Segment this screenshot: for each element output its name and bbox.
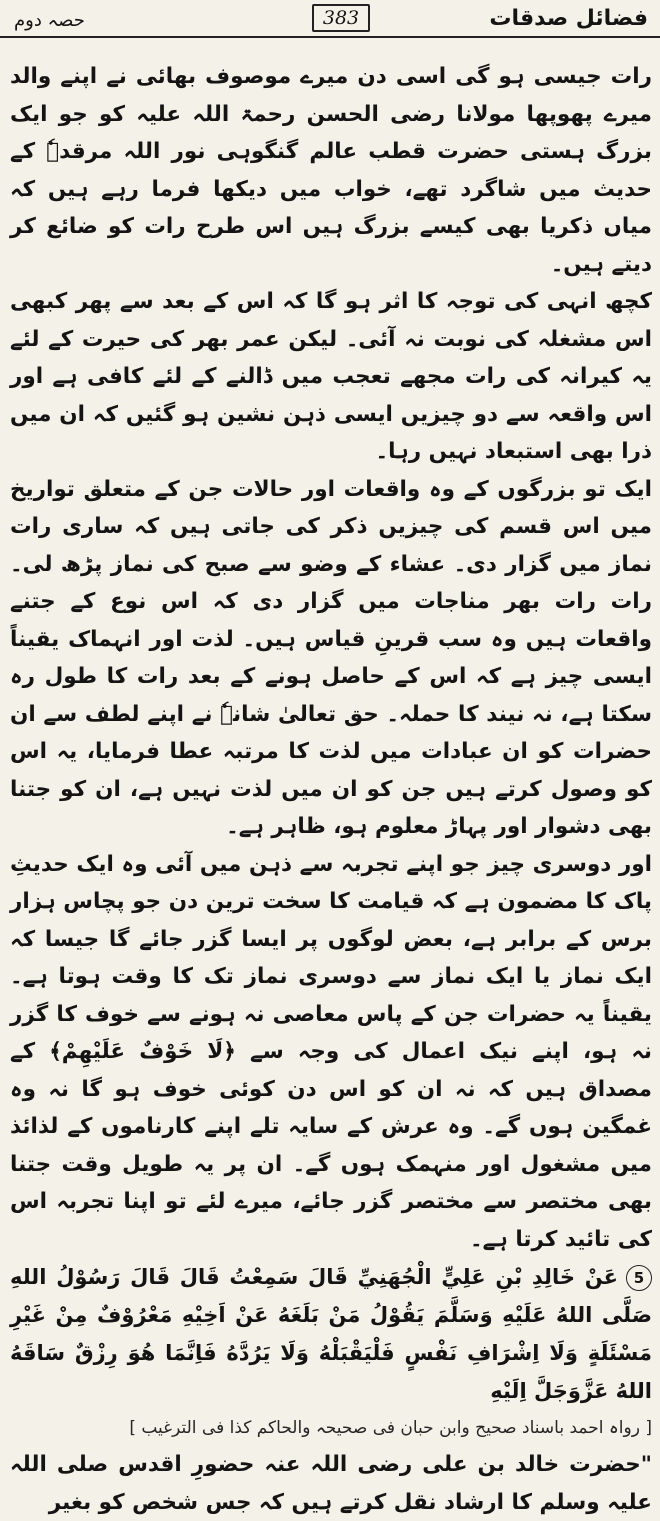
book-title: فضائل صدقات bbox=[489, 6, 648, 31]
part-label: حصہ دوم bbox=[14, 10, 85, 31]
header-divider bbox=[0, 36, 660, 38]
page-header bbox=[0, 0, 660, 46]
hadith-reference: [ رواہ احمد باسناد صحیح وابن حبان فی صحیحہ والحاکم کذا فی الترغیب ] bbox=[129, 1418, 652, 1438]
translation-paragraph: "حضرت خالد بن علی رضی اللہ عنہ حضورِ اقدس صلی اللہ علیہ وسلم کا ارشاد نقل کرتے ہیں کہ جس شخص کو بغیر bbox=[10, 1452, 652, 1515]
page-body bbox=[10, 58, 652, 1521]
hadith-number-badge: 5 bbox=[626, 1265, 652, 1291]
page-number: 383 bbox=[312, 4, 370, 32]
paragraph-3: ایک تو بزرگوں کے وہ واقعات اور حالات جن کے متعلق تواریخ میں اس قسم کی چیزیں ذکر کی جاتی ہیں کہ ساری رات نماز میں گزار دی۔ عشاء کے وضو سے صبح کی نماز پڑھ لی۔ رات رات بھر مناجات میں گزار دی کہ اس نوع کے جتنے واقعات ہیں وہ سب قرینِ قیاس ہیں۔ لذت اور انہماک یقیناً ایسی چیز ہے کہ اس کے حاصل ہونے کے بعد رات کا طول رہ سکتا ہے، نہ نیند کا حملہ۔ حق تعالیٰ شانہٗ نے اپنے لطف سے ان حضرات کو ان عبادات میں لذت کا مرتبہ عطا فرمایا، یہ اس کو وصول کرتے ہیں جن کو ان میں لذت نہیں ہے، ان کو جتنا بھی دشوار اور پہاڑ معلوم ہو، ظاہر ہے۔ bbox=[10, 476, 652, 839]
paragraph-2: کچھ انہی کی توجہ کا اثر ہو گا کہ اس کے بعد سے پھر کبھی اس مشغلہ کی نوبت نہ آئی۔ لیکن عمر بھر کی حیرت کے لئے یہ کیرانہ کی رات مجھے تعجب میں ڈالنے کے لئے کافی ہے اور اس واقعہ سے دو چیزیں ایسی ذہن نشین ہو گئیں کہ ان میں ذرا بھی استبعاد نہیں رہا۔ bbox=[10, 289, 652, 464]
hadith-arabic: عَنْ خَالِدِ بْنِ عَلِيٍّ الْجُهَنِيِّ قَالَ سَمِعْتُ قَالَ قَالَ رَسُوْلُ اللهِ صَلَّى اللهُ عَلَيْهِ وَسَلَّمَ يَقُوْلُ مَنْ بَلَغَهُ عَنْ اَخِيْهِ مَعْرُوْفٌ مِنْ غَيْرِ مَسْئَلَةٍ وَلَا اِشْرَافِ نَفْسٍ فَلْيَقْبَلْهُ وَلَا يَرُدَّهُ فَاِنَّمَا هُوَ رِزْقٌ سَاقَهُ اللهُ عَزَّوَجَلَّ اِلَيْهِ bbox=[10, 1265, 652, 1403]
paragraph-4: اور دوسری چیز جو اپنے تجربہ سے ذہن میں آئی وہ ایک حدیثِ پاک کا مضمون ہے کہ قیامت کا سخت ترین دن جو پچاس ہزار برس کے برابر ہے، بعض لوگوں پر ایسا گزر جائے گا جیسا کہ ایک نماز یا ایک نماز سے دوسری نماز تک کا وقت ہوتا ہے۔ یقیناً یہ حضرات جن کے پاس معاصی نہ ہونے سے خوف کا گزر نہ ہو، اپنے نیک اعمال کی وجہ سے ﴿لَا خَوْفٌ عَلَيْهِمْ﴾ کے مصداق ہیں کہ نہ ان کو اس دن کوئی خوف ہو گا نہ وہ غمگین ہوں گے۔ وہ عرش کے سایہ تلے اپنے کارناموں کے لذائذ میں مشغول اور منہمک ہوں گے۔ ان پر یہ طویل وقت جتنا بھی مختصر سے مختصر گزر جائے، میرے لئے تو اپنا تجربہ اس کی تائید کرتا ہے۔ bbox=[10, 851, 652, 1252]
paragraph-1: رات جیسی ہو گی اسی دن میرے موصوف بھائی نے اپنے والد میرے پھوپھا مولانا رضی الحسن رحمۃ اللہ علیہ کو جو ایک بزرگ ہستی حضرت قطب عالم گنگوہی نور اللہ مرقدہٗ کے حدیث میں شاگرد تھے، خواب میں دیکھا فرما رہے ہیں کہ میاں ذکریا بھی کیسے بزرگ ہیں اس طرح رات کو ضائع کر دیتے ہیں۔ bbox=[10, 64, 652, 277]
hadith-arabic-text bbox=[10, 1258, 652, 1410]
